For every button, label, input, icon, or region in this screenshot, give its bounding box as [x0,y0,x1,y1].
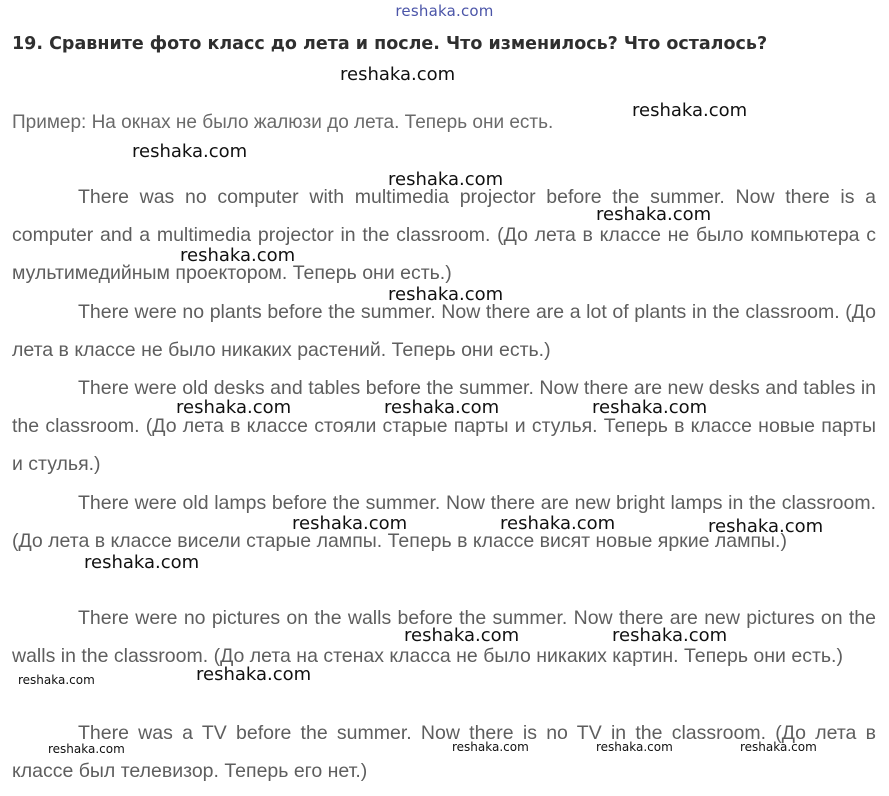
answer-paragraph-6: There was a TV before the summer. Now there is no TV in the classroom. (До лета в классе был телевизор. Теперь его нет.) [12,722,876,782]
watermark: reshaka.com [404,625,520,646]
watermark: reshaka.com [612,625,728,646]
watermark: reshaka.com [388,284,504,305]
site-header-watermark[interactable]: reshaka.com [395,2,494,20]
watermark-small: reshaka.com [48,742,125,756]
watermark-small: reshaka.com [740,740,817,754]
watermark: reshaka.com [196,664,312,685]
answer-paragraph-5: There were no pictures on the walls before the summer. Now there are new pictures on the walls in the classroom. (До лета на стенах класса не было никаких картин. Теперь они есть.) [12,607,876,667]
watermark: reshaka.com [180,245,296,266]
watermark-small: reshaka.com [596,740,673,754]
watermark-small: reshaka.com [452,740,529,754]
watermark: reshaka.com [176,397,292,418]
watermark: reshaka.com [592,397,708,418]
watermark: reshaka.com [292,513,408,534]
watermark: reshaka.com [500,513,616,534]
watermark: reshaka.com [384,397,500,418]
exercise-title: 19. Сравните фото класс до лета и после. Что изменилось? Что осталось? [12,34,768,54]
watermark: reshaka.com [84,552,200,573]
watermark: reshaka.com [340,64,456,85]
answer-paragraph-3: There were old desks and tables before the summer. Now there are new desks and tables in the classroom. (До лета в классе стояли старые парты и стулья. Теперь в классе новые парты и стулья.) [12,377,876,475]
watermark: reshaka.com [708,516,824,537]
answer-paragraph-4: There were old lamps before the summer. Now there are new bright lamps in the classroom. (До лета в классе висели старые лампы. Теперь в классе висят новые яркие лампы.) [12,492,876,552]
answer-paragraph-1: There was no computer with multimedia projector before the summer. Now there is a computer and a multimedia projector in the classroom. (До лета в классе не было компьютера с мультимедийным проектором. Теперь они есть.) [12,186,876,284]
watermark: reshaka.com [596,204,712,225]
answer-paragraph-2: There were no plants before the summer. Now there are a lot of plants in the classroom. (До лета в классе не было никаких растений. Теперь они есть.) [12,301,876,361]
watermark: reshaka.com [132,141,248,162]
watermark: reshaka.com [388,169,504,190]
watermark: reshaka.com [632,100,748,121]
example-sentence: Пример: На окнах не было жалюзи до лета. Теперь они есть. [12,112,554,133]
watermark-small: reshaka.com [18,673,95,687]
